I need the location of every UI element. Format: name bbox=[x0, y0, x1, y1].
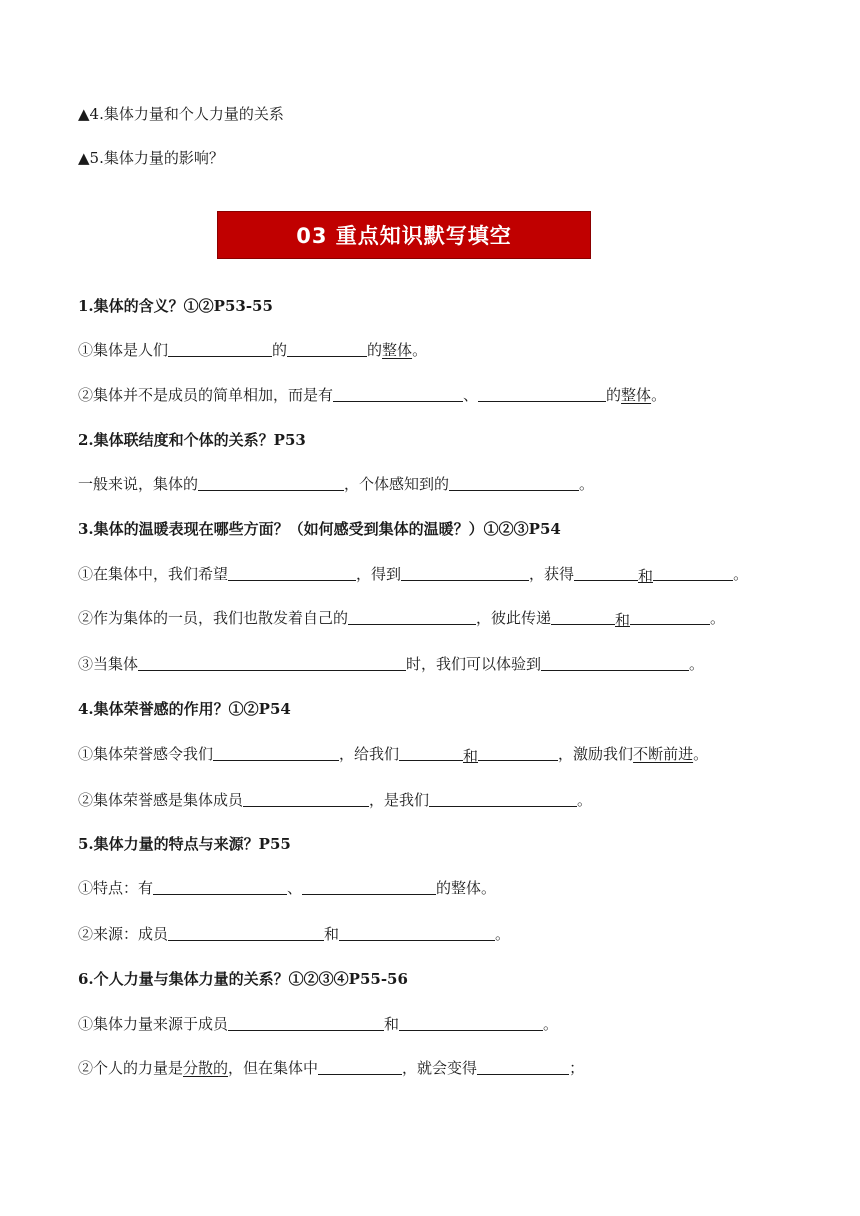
question-5-line-2 bbox=[78, 924, 510, 944]
question-5-title: 5.集体力量的特点与来源？P55 bbox=[78, 835, 291, 853]
fill-blank[interactable] bbox=[399, 1014, 543, 1031]
fill-blank[interactable] bbox=[477, 1058, 569, 1075]
text-segment: ； bbox=[569, 1059, 585, 1077]
fill-blank[interactable] bbox=[630, 608, 710, 625]
text-segment: 和 bbox=[615, 611, 631, 629]
fill-blank[interactable] bbox=[653, 564, 733, 581]
fill-blank[interactable] bbox=[153, 878, 287, 895]
text-segment: ②来源：成员 bbox=[78, 925, 169, 943]
text-segment: ②集体荣誉感是集体成员 bbox=[78, 791, 244, 809]
text-segment: 。 bbox=[412, 341, 428, 359]
text-segment: 和 bbox=[463, 747, 479, 765]
text-segment: 一般来说，集体的 bbox=[78, 475, 199, 493]
question-1-line-2 bbox=[78, 385, 666, 405]
text-segment: ，激励我们 bbox=[558, 745, 634, 763]
fill-blank[interactable] bbox=[168, 340, 272, 357]
underlined-keyword: 分散的 bbox=[183, 1059, 229, 1077]
intro-item-4: ▲4.集体力量和个人力量的关系 bbox=[78, 105, 284, 123]
text-segment: 、 bbox=[287, 879, 303, 897]
text-segment: ③当集体 bbox=[78, 655, 139, 673]
question-1-title: 1.集体的含义？①②P53-55 bbox=[78, 297, 273, 315]
text-segment: 。 bbox=[710, 609, 726, 627]
fill-blank[interactable] bbox=[302, 878, 436, 895]
text-segment: ①集体荣誉感令我们 bbox=[78, 745, 214, 763]
text-segment: 的整体。 bbox=[436, 879, 497, 897]
underlined-keyword: 不断前进 bbox=[633, 745, 694, 763]
text-segment: 、 bbox=[463, 386, 479, 404]
question-2-title: 2.集体联结度和个体的关系？P53 bbox=[78, 431, 306, 449]
fill-blank[interactable] bbox=[401, 564, 529, 581]
underlined-keyword: 整体 bbox=[621, 386, 652, 404]
text-segment: ，就会变得 bbox=[402, 1059, 478, 1077]
fill-blank[interactable] bbox=[287, 340, 367, 357]
text-segment: ，是我们 bbox=[369, 791, 430, 809]
question-3-line-3 bbox=[78, 654, 704, 674]
fill-blank[interactable] bbox=[228, 1014, 384, 1031]
question-4-title: 4.集体荣誉感的作用？①②P54 bbox=[78, 700, 291, 718]
fill-blank[interactable] bbox=[478, 744, 558, 761]
question-4-line-2 bbox=[78, 790, 592, 810]
fill-blank[interactable] bbox=[318, 1058, 402, 1075]
underlined-keyword: 整体 bbox=[382, 341, 413, 359]
fill-blank[interactable] bbox=[348, 608, 476, 625]
text-segment: ①特点：有 bbox=[78, 879, 154, 897]
text-segment: 的 bbox=[367, 341, 383, 359]
text-segment: 。 bbox=[579, 475, 595, 493]
fill-blank[interactable] bbox=[449, 474, 579, 491]
fill-blank[interactable] bbox=[243, 790, 369, 807]
question-6-line-2 bbox=[78, 1058, 584, 1078]
text-segment: ，获得 bbox=[529, 565, 575, 583]
text-segment: ②个人的力量是 bbox=[78, 1059, 184, 1077]
fill-blank[interactable] bbox=[541, 654, 689, 671]
text-segment: ②集体并不是成员的简单相加，而是有 bbox=[78, 386, 334, 404]
question-3-title: 3.集体的温暖表现在哪些方面？（如何感受到集体的温暖？）①②③P54 bbox=[78, 520, 561, 538]
question-2-line-1 bbox=[78, 474, 594, 494]
text-segment: 。 bbox=[689, 655, 705, 673]
fill-blank[interactable] bbox=[228, 564, 356, 581]
text-segment: ，得到 bbox=[356, 565, 402, 583]
text-segment: 和 bbox=[384, 1015, 400, 1033]
question-3-line-2 bbox=[78, 608, 725, 628]
text-segment: 的 bbox=[606, 386, 622, 404]
question-1-line-1 bbox=[78, 340, 427, 360]
text-segment: 和 bbox=[324, 925, 340, 943]
text-segment: ①在集体中，我们希望 bbox=[78, 565, 229, 583]
question-6-title: 6.个人力量与集体力量的关系？①②③④P55-56 bbox=[78, 970, 408, 988]
section-banner bbox=[217, 211, 591, 259]
text-segment: 。 bbox=[693, 745, 709, 763]
fill-blank[interactable] bbox=[551, 608, 615, 625]
fill-blank[interactable] bbox=[339, 924, 495, 941]
text-segment: ①集体力量来源于成员 bbox=[78, 1015, 229, 1033]
fill-blank[interactable] bbox=[574, 564, 638, 581]
fill-blank[interactable] bbox=[198, 474, 344, 491]
question-5-line-1 bbox=[78, 878, 496, 898]
fill-blank[interactable] bbox=[213, 744, 339, 761]
text-segment: 。 bbox=[543, 1015, 559, 1033]
text-segment: 。 bbox=[733, 565, 749, 583]
fill-blank[interactable] bbox=[138, 654, 406, 671]
text-segment: 的 bbox=[272, 341, 288, 359]
text-segment: ，个体感知到的 bbox=[344, 475, 450, 493]
text-segment: 。 bbox=[495, 925, 511, 943]
fill-blank[interactable] bbox=[168, 924, 324, 941]
text-segment: ，但在集体中 bbox=[228, 1059, 319, 1077]
text-segment: ，给我们 bbox=[339, 745, 400, 763]
fill-blank[interactable] bbox=[333, 385, 463, 402]
fill-blank[interactable] bbox=[399, 744, 463, 761]
text-segment: ，彼此传递 bbox=[476, 609, 552, 627]
text-segment: 时，我们可以体验到 bbox=[406, 655, 542, 673]
question-4-line-1 bbox=[78, 744, 708, 764]
text-segment: ②作为集体的一员，我们也散发着自己的 bbox=[78, 609, 349, 627]
fill-blank[interactable] bbox=[478, 385, 606, 402]
text-segment: 和 bbox=[638, 567, 654, 585]
intro-item-5: ▲5.集体力量的影响？ bbox=[78, 149, 224, 167]
question-3-line-1 bbox=[78, 564, 748, 584]
text-segment: 。 bbox=[577, 791, 593, 809]
fill-blank[interactable] bbox=[429, 790, 577, 807]
question-6-line-1 bbox=[78, 1014, 558, 1034]
section-banner-title: 03 重点知识默写填空 bbox=[296, 224, 512, 248]
text-segment: ①集体是人们 bbox=[78, 341, 169, 359]
text-segment: 。 bbox=[651, 386, 667, 404]
